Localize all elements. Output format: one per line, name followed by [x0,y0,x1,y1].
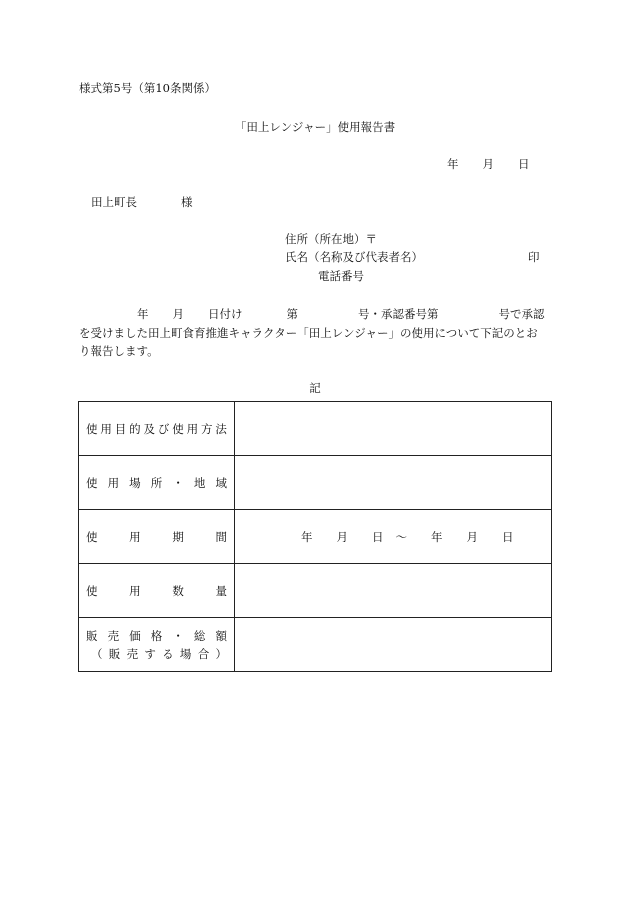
row-label-char: 用 [129,583,141,598]
table-row [79,402,552,456]
body-line-2: を受けました田上町食育推進キャラクター「田上レンジャー」の使用について下記のとお [79,326,538,340]
table-row [79,456,552,510]
date-day: 日 [518,157,530,171]
row-label-period [79,510,235,564]
row-label-char: び [157,421,170,436]
document-title: 「田上レンジャー」使用報告書 [234,120,396,134]
table-row [79,564,552,618]
row-sublabel-char: 合 [197,646,210,661]
ki-heading: 記 [309,381,321,395]
row-label-char: 額 [215,628,227,643]
row-label-char: ・ [172,628,184,643]
row-label-char: 用 [107,475,120,490]
row-sublabel-char: 場 [179,646,192,661]
row-sublabel-char: （ [91,646,103,661]
row-label-char: 的 [129,421,141,436]
row-label-char: 格 [150,628,163,643]
body-dated: 日付け [208,307,243,321]
address-label: 住所（所在地）〒 [285,232,377,246]
row-label-char: 所 [150,475,163,490]
row-sublabel-char: す [144,646,156,661]
row-label-char: 法 [215,421,227,436]
row-label-char: 使 [86,475,98,490]
row-label-char: ・ [172,475,184,490]
row-sublabel-char: る [162,646,174,661]
period-year-1: 年 [301,529,313,544]
row-label-char: 用 [129,529,141,544]
row-label-char: 売 [107,628,120,643]
seal-mark: 印 [528,250,540,264]
row-label-quantity [79,564,235,618]
row-label-char: 数 [172,583,184,598]
period-tilde: ～ [395,529,407,544]
form-number: 様式第5号（第10条関係） [79,81,216,95]
body-line-3: り報告します。 [79,344,159,358]
row-sublabel-char: ） [215,646,227,661]
addressee-name: 田上町長 [91,195,137,209]
addressee-honorific: 様 [181,195,193,209]
name-label: 氏名（名称及び代表者名） [285,250,423,264]
row-label-char: 期 [172,529,184,544]
row-value-period[interactable] [235,510,552,564]
period-year-2: 年 [431,529,443,544]
row-label-char: 及 [143,421,155,436]
row-label-char: 用 [186,421,199,436]
row-label-place [79,456,235,510]
row-label-char: 地 [193,475,206,490]
row-label-char: 使 [86,583,98,598]
row-label-char: 販 [86,628,98,643]
phone-label: 電話番号 [318,269,364,283]
row-label-purpose [79,402,235,456]
table-row [79,618,552,672]
row-value-place[interactable] [235,456,552,510]
body-dai: 第 [286,307,298,321]
row-label-char: 使 [86,529,98,544]
row-label-char: 使 [86,421,98,436]
date-year: 年 [447,157,459,171]
body-line-1 [79,306,545,322]
period-day-1: 日 [372,529,384,544]
row-label-char: 間 [215,529,227,544]
row-label-char: 総 [193,628,206,643]
row-label-char: 場 [129,475,141,490]
body-month: 月 [172,307,184,321]
body-approval: 号・承認番号第 [358,307,439,321]
date-month: 月 [482,157,494,171]
row-label-char: 用 [100,421,112,436]
row-value-price[interactable] [235,618,552,672]
row-label-char: 目 [114,421,127,436]
row-sublabel-char: 売 [126,646,139,661]
report-table [78,401,552,672]
period-day-2: 日 [502,529,514,544]
report-date [447,156,530,172]
row-label-char: 方 [201,421,213,436]
row-sublabel-char: 販 [108,646,121,661]
row-label-char: 使 [172,421,184,436]
addressee [91,194,193,210]
table-row [79,510,552,564]
body-year: 年 [137,307,149,321]
row-label-price [79,618,235,672]
row-value-quantity[interactable] [235,564,552,618]
row-value-purpose[interactable] [235,402,552,456]
row-label-char: 価 [129,628,141,643]
row-label-char: 域 [215,475,227,490]
period-month-1: 月 [336,529,348,544]
period-month-2: 月 [466,529,478,544]
body-end: 号で承認 [498,307,545,321]
row-label-char: 量 [215,583,227,598]
